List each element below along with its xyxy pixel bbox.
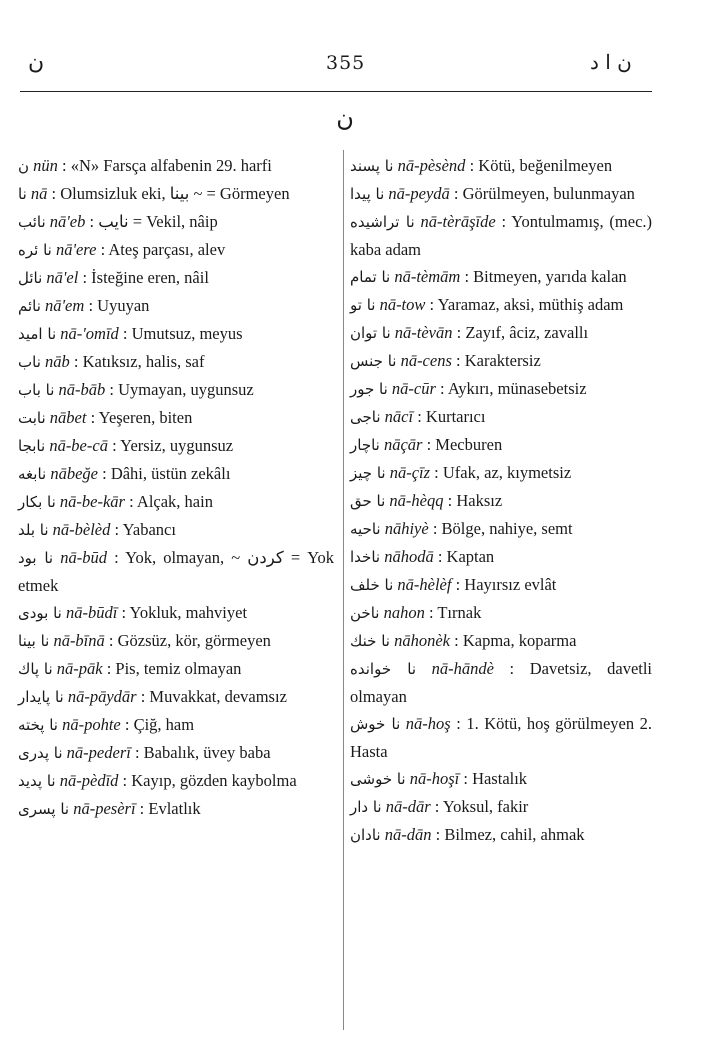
entry-headword: nācī: [384, 407, 414, 426]
dictionary-entry: [350, 347, 652, 375]
dictionary-entry: [18, 683, 334, 711]
entry-arabic: نائل: [18, 269, 43, 287]
dictionary-entry: [350, 821, 652, 849]
dictionary-entry: [18, 599, 334, 627]
dictionary-entry: [18, 627, 334, 655]
entry-definition: : Dâhi, üstün zekâlı: [102, 464, 231, 483]
entry-headword: nāhodā: [384, 547, 434, 566]
entry-headword: nā-bāb: [58, 380, 106, 399]
entry-arabic: نابغه: [18, 465, 47, 483]
entry-headword: nā-pāydār: [67, 687, 137, 706]
entry-arabic: نا پايدار: [18, 688, 64, 706]
dictionary-entry: [18, 208, 334, 236]
entry-definition: : Yontulmamış, (mec.) kaba adam: [350, 212, 653, 259]
entry-arabic: نا پخته: [18, 716, 58, 734]
entry-arabic: نا خوانده: [350, 660, 417, 678]
dictionary-entry: [350, 319, 652, 347]
entry-definition: : Bilmez, cahil, ahmak: [435, 825, 585, 844]
entry-definition: : Yabancı: [114, 520, 176, 539]
entry-headword: nā-tèmām: [394, 267, 461, 286]
entry-definition: : Uymayan, uygunsuz: [109, 380, 254, 399]
entry-definition: : Tırnak: [428, 603, 482, 622]
entry-definition: : Yok, olmayan, ~ كردن = Yok etmek: [18, 548, 335, 595]
entry-arabic: نا اميد: [18, 325, 57, 343]
entry-definition: : نايب = Vekil, nâip: [89, 212, 218, 231]
entry-headword: nā-be-cā: [49, 436, 108, 455]
entry-definition: : Bölge, nahiye, semt: [432, 519, 573, 538]
dictionary-entry: [18, 264, 334, 292]
entry-headword: nā-būd: [60, 548, 107, 567]
dictionary-entry: [18, 404, 334, 432]
dictionary-entry: [18, 152, 334, 180]
entry-definition: : Çiğ, ham: [124, 715, 195, 734]
entry-headword: nā-tèvān: [394, 323, 453, 342]
dictionary-entry: [350, 793, 652, 821]
entry-headword: nā'el: [46, 268, 79, 287]
entry-definition: : Yeşeren, biten: [90, 408, 193, 427]
dictionary-entry: [350, 431, 652, 459]
entry-headword: nā-pèdīd: [59, 771, 119, 790]
entry-definition: : Kurtarıcı: [417, 407, 486, 426]
entry-definition: : Umutsuz, meyus: [122, 324, 243, 343]
entry-headword: nābeğe: [50, 464, 98, 483]
entry-definition: : Kapma, koparma: [454, 631, 577, 650]
entry-definition: : Kötü, beğenilmeyen: [469, 156, 613, 175]
entry-arabic: نا بكار: [18, 493, 56, 511]
entry-headword: nā-pesèrī: [73, 799, 136, 818]
entry-arabic: نا پسرى: [18, 800, 70, 818]
entry-definition: : Aykırı, münasebetsiz: [440, 379, 587, 398]
entry-definition: : Hayırsız evlât: [455, 575, 557, 594]
entry-arabic: نا پديد: [18, 772, 56, 790]
entry-definition: : Pis, temiz olmayan: [106, 659, 242, 678]
entry-definition: : Yaramaz, aksi, müthiş adam: [429, 295, 624, 314]
entry-arabic: نا بود: [18, 549, 54, 567]
dictionary-entry: [350, 710, 652, 765]
dictionary-entry: [350, 180, 652, 208]
entry-definition: : Zayıf, âciz, zavallı: [456, 323, 589, 342]
entry-definition: : Davetsiz, davetli olmayan: [350, 659, 653, 706]
dictionary-entry: [18, 348, 334, 376]
dictionary-entry: [18, 516, 334, 544]
entry-arabic: ن: [18, 157, 30, 175]
entry-definition: : Olumsizluk eki, بينا ~ = Görmeyen: [51, 184, 290, 203]
entry-definition: : Katıksız, halis, saf: [73, 352, 205, 371]
entry-arabic: نابت: [18, 409, 46, 427]
entry-arabic: نائب: [18, 213, 46, 231]
entry-headword: nāhiyè: [384, 519, 429, 538]
column-divider: [343, 150, 344, 1030]
entry-arabic: نا بينا: [18, 632, 50, 650]
entry-definition: : Uyuyan: [88, 296, 150, 315]
entry-headword: nā-pohte: [62, 715, 121, 734]
page-number: 355: [326, 52, 366, 74]
dictionary-entry: [18, 544, 334, 599]
dictionary-entry: [350, 571, 652, 599]
entry-definition: : Evlatlık: [139, 799, 201, 818]
entry-definition: : Alçak, hain: [129, 492, 213, 511]
dictionary-entry: [350, 487, 652, 515]
entry-headword: nā-bīnā: [53, 631, 105, 650]
dictionary-entry: [350, 599, 652, 627]
section-letter: ن: [336, 104, 354, 132]
entry-arabic: نا ئره: [18, 241, 52, 259]
dictionary-entry: [350, 263, 652, 291]
header-right-letters: ن ا د: [590, 50, 632, 74]
entry-definition: : Haksız: [447, 491, 503, 510]
entry-arabic: نا حق: [350, 492, 386, 510]
dictionary-entry: [18, 460, 334, 488]
dictionary-entry: [18, 488, 334, 516]
entry-headword: nā-hèqq: [389, 491, 444, 510]
entry-arabic: نادان: [350, 826, 381, 844]
entry-definition: : İsteğine eren, nâil: [82, 268, 209, 287]
entry-arabic: نا تمام: [350, 268, 391, 286]
entry-headword: nahon: [383, 603, 425, 622]
entry-headword: nā-çīz: [389, 463, 431, 482]
dictionary-entry: [18, 795, 334, 823]
entry-headword: nā-tow: [379, 295, 426, 314]
entry-headword: nā'em: [45, 296, 85, 315]
entry-headword: nā-bèlèd: [52, 520, 111, 539]
entry-headword: nā-dār: [385, 797, 431, 816]
entry-headword: nā-pederī: [66, 743, 131, 762]
dictionary-entry: [350, 627, 652, 655]
entry-arabic: ناب: [18, 353, 41, 371]
entry-arabic: نا تراشيده: [350, 213, 415, 231]
dictionary-entry: [18, 376, 334, 404]
entry-headword: nā-būdī: [65, 603, 118, 622]
dictionary-entry: [350, 459, 652, 487]
entry-arabic: نا دار: [350, 798, 382, 816]
entry-headword: nā'eb: [49, 212, 86, 231]
entry-headword: nā-dān: [384, 825, 432, 844]
entry-arabic: نا: [18, 185, 27, 203]
dictionary-entry: [350, 291, 652, 319]
entry-arabic: نا تو: [350, 296, 376, 314]
entry-headword: nā-be-kār: [59, 492, 125, 511]
dictionary-entry: [18, 320, 334, 348]
entry-headword: nā-cūr: [391, 379, 436, 398]
entry-headword: nā-hèlèf: [397, 575, 452, 594]
entry-headword: nā-pāk: [56, 659, 103, 678]
dictionary-entry: [18, 655, 334, 683]
entry-arabic: نا بلد: [18, 521, 49, 539]
right-column: [350, 152, 652, 849]
dictionary-entry: [350, 403, 652, 431]
entry-arabic: نا توان: [350, 324, 391, 342]
entry-arabic: نا خنك: [350, 632, 390, 650]
dictionary-entry: [350, 208, 652, 263]
dictionary-entry: [350, 655, 652, 710]
entry-headword: nā: [30, 184, 48, 203]
page-header: [0, 50, 708, 80]
entry-definition: : Muvakkat, devamsız: [140, 687, 287, 706]
entry-arabic: نا پسند: [350, 157, 394, 175]
entry-arabic: نا پاك: [18, 660, 53, 678]
entry-definition: : Yersiz, uygunsuz: [112, 436, 234, 455]
entry-definition: : Görülmeyen, bulunmayan: [453, 184, 635, 203]
entry-arabic: نابجا: [18, 437, 46, 455]
entry-arabic: نا چيز: [350, 464, 386, 482]
entry-arabic: نا بودى: [18, 604, 62, 622]
dictionary-entry: [18, 236, 334, 264]
header-left-letter: ن: [28, 50, 45, 75]
entry-headword: nā-hāndè: [431, 659, 494, 678]
dictionary-entry: [18, 711, 334, 739]
entry-arabic: ناچار: [350, 436, 380, 454]
entry-headword: nābet: [49, 408, 87, 427]
entry-headword: nā-pèsènd: [397, 156, 466, 175]
entry-arabic: نا خوشى: [350, 770, 406, 788]
entry-definition: : Kaptan: [437, 547, 495, 566]
entry-definition: : Yoksul, fakir: [434, 797, 529, 816]
entry-definition: : Babalık, üvey baba: [134, 743, 271, 762]
dictionary-entry: [18, 739, 334, 767]
entry-arabic: نا جور: [350, 380, 388, 398]
dictionary-entry: [350, 152, 652, 180]
entry-headword: nā-hoş: [405, 714, 451, 733]
entry-headword: nün: [33, 156, 58, 175]
left-column: [18, 152, 334, 823]
entry-definition: : Gözsüz, kör, görmeyen: [108, 631, 271, 650]
entry-definition: : Karaktersiz: [456, 351, 541, 370]
dictionary-entry: [350, 375, 652, 403]
entry-arabic: نا خوش: [350, 715, 401, 733]
entry-headword: nāhonèk: [394, 631, 450, 650]
dictionary-entry: [350, 543, 652, 571]
entry-arabic: ناخدا: [350, 548, 381, 566]
entry-arabic: ناجى: [350, 408, 381, 426]
dictionary-entry: [18, 767, 334, 795]
entry-headword: nā-tèrāşīde: [420, 212, 496, 231]
entry-arabic: نا پدرى: [18, 744, 63, 762]
entry-headword: nā-peydā: [388, 184, 450, 203]
entry-headword: nā-'omīd: [60, 324, 119, 343]
entry-headword: nā-hoşī: [409, 769, 460, 788]
entry-arabic: ناحيه: [350, 520, 381, 538]
entry-headword: nāçār: [383, 435, 423, 454]
header-rule: [20, 91, 652, 92]
entry-arabic: نا پيدا: [350, 185, 385, 203]
entry-definition: : Kayıp, gözden kaybolma: [122, 771, 297, 790]
entry-definition: : «N» Farsça alfabenin 29. harfi: [62, 156, 272, 175]
dictionary-entry: [18, 180, 334, 208]
entry-definition: : Mecburen: [426, 435, 503, 454]
entry-arabic: ناخن: [350, 604, 380, 622]
entry-headword: nāb: [45, 352, 70, 371]
entry-definition: : Ufak, az, kıymetsiz: [434, 463, 572, 482]
dictionary-entry: [350, 765, 652, 793]
entry-headword: nā-cens: [400, 351, 452, 370]
entry-definition: : Yokluk, mahviyet: [121, 603, 248, 622]
entry-arabic: نا باب: [18, 381, 55, 399]
dictionary-entry: [18, 432, 334, 460]
entry-arabic: نائم: [18, 297, 41, 315]
dictionary-entry: [350, 515, 652, 543]
dictionary-entry: [18, 292, 334, 320]
entry-arabic: نا خلف: [350, 576, 394, 594]
entry-definition: : Bitmeyen, yarıda kalan: [464, 267, 627, 286]
entry-arabic: نا جنس: [350, 352, 397, 370]
entry-definition: : Hastalık: [463, 769, 528, 788]
entry-headword: nā'ere: [55, 240, 97, 259]
entry-definition: : 1. Kötü, hoş görülmeyen 2. Hasta: [350, 714, 653, 761]
entry-definition: : Ateş parçası, alev: [100, 240, 226, 259]
